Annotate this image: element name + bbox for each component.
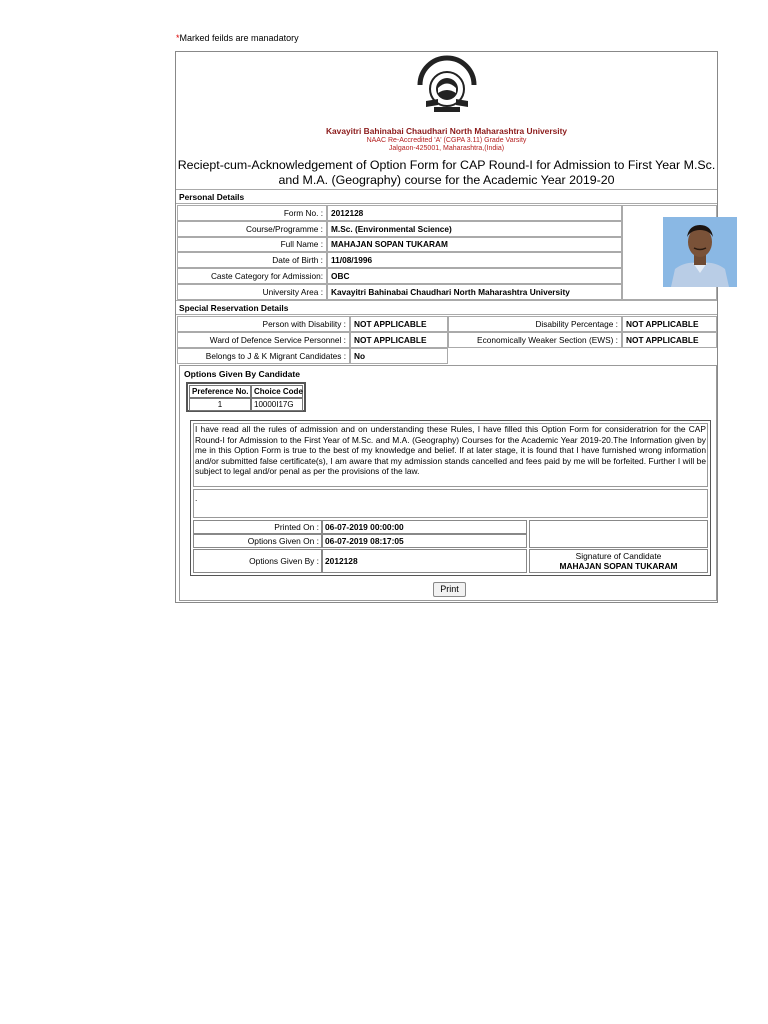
course-label: Course/Programme : [177, 221, 327, 237]
photo-cell [622, 205, 717, 300]
options-given-on-label: Options Given On : [193, 534, 322, 548]
required-star: * [176, 33, 180, 43]
printed-on-label: Printed On : [193, 520, 322, 534]
receipt-frame [175, 51, 718, 603]
university-address: Jalgaon-425001, Maharashtra,(India) [388, 145, 505, 152]
personal-details-heading: Personal Details [176, 189, 717, 204]
choice-code-header: Choice Code [251, 385, 303, 398]
declaration-table [190, 420, 711, 576]
jk-migrant-label: Belongs to J & K Migrant Candidates : [177, 348, 350, 364]
university-area-label: University Area : [177, 284, 327, 300]
options-given-on-value: 06-07-2019 08:17:05 [322, 534, 527, 548]
special-reservation-heading: Special Reservation Details [176, 300, 717, 315]
pwd-value: NOT APPLICABLE [350, 316, 448, 332]
print-button[interactable]: Print [433, 582, 466, 597]
signature-label: Signature of Candidate [575, 551, 662, 561]
dob-value: 11/08/1996 [327, 252, 622, 268]
options-given-by-value: 2012128 [322, 549, 527, 573]
disability-percentage-label: Disability Percentage : [448, 316, 622, 332]
signature-name: MAHAJAN SOPAN TUKARAM [559, 561, 678, 571]
candidate-photo [663, 217, 737, 287]
page-title: Reciept-cum-Acknowledgement of Option Form for CAP Round-I for Admission to First Year M.Sc. and M.A. (Geography) course for the Academic Year 2019-20 [177, 158, 716, 187]
declaration-text: I have read all the rules of admission and on understanding these Rules, I have filled this Option Form for consideratrion for the CAP Round-I for Admission to the First Year of M.Sc. and M.A. (Geography) Courses for the Academic Year 2019-20.The Information given by me in this Option Form is true to the best of my knowledge and belief. If at later stage, it is found that I have furnished wrong information and/or submitted false certificate(s), I am aware that my admission stands cancelled and fees paid by me will be forfeited. Further I will be subject to legal and/or penal as per the provisions of the law. [193, 423, 708, 487]
dob-label: Date of Birth : [177, 252, 327, 268]
preference-no-cell: 1 [189, 398, 251, 411]
jk-migrant-value: No [350, 348, 448, 364]
caste-category-label: Caste Category for Admission: [177, 268, 327, 284]
university-area-value: Kavayitri Bahinabai Chaudhari North Maharashtra University [327, 284, 622, 300]
university-name: Kavayitri Bahinabai Chaudhari North Maharashtra University [325, 126, 568, 136]
defence-ward-value: NOT APPLICABLE [350, 332, 448, 348]
options-given-by-label: Options Given By : [193, 549, 322, 573]
caste-category-value: OBC [327, 268, 622, 284]
choice-code-cell: 10000I17G [251, 398, 303, 411]
university-logo-icon [414, 55, 480, 121]
form-no-label: Form No. : [177, 205, 327, 221]
form-no-value: 2012128 [327, 205, 622, 221]
defence-ward-label: Ward of Defence Service Personnel : [177, 332, 350, 348]
mandatory-note [176, 33, 299, 43]
mandatory-note-text: Marked feilds are manadatory [179, 33, 299, 43]
ews-value: NOT APPLICABLE [622, 332, 717, 348]
options-heading: Options Given By Candidate [184, 369, 301, 379]
signature-block [529, 549, 708, 573]
pwd-label: Person with Disability : [177, 316, 350, 332]
ews-label: Economically Weaker Section (EWS) : [448, 332, 622, 348]
declaration-blank: . [193, 489, 708, 518]
full-name-label: Full Name : [177, 237, 327, 252]
preference-no-header: Preference No. [189, 385, 251, 398]
signature-space [529, 520, 708, 548]
university-accreditation: NAAC Re-Accredited 'A' (CGPA 3.11) Grade Varsity [366, 137, 527, 144]
printed-on-value: 06-07-2019 00:00:00 [322, 520, 527, 534]
course-value: M.Sc. (Environmental Science) [327, 221, 622, 237]
full-name-value: MAHAJAN SOPAN TUKARAM [327, 237, 622, 252]
options-section [179, 365, 717, 601]
options-table [186, 382, 306, 412]
disability-percentage-value: NOT APPLICABLE [622, 316, 717, 332]
